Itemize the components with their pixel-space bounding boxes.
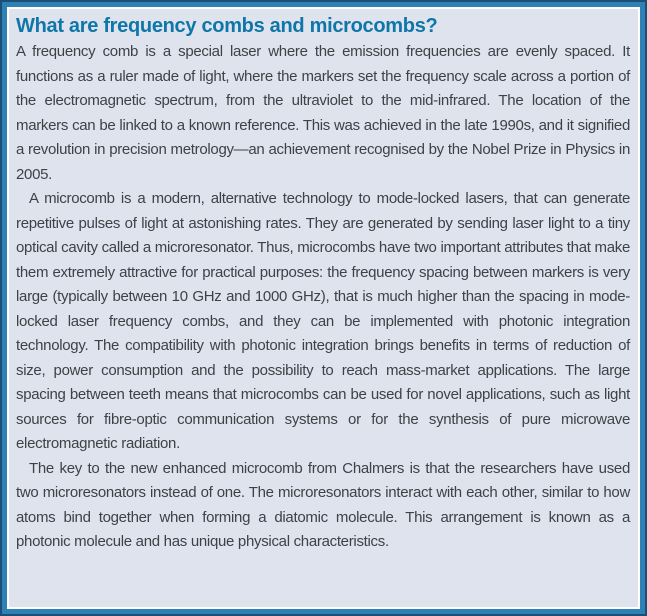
info-box-inner-frame — [7, 7, 640, 609]
paragraph-chalmers-photonic-molecule: The key to the new enhanced microcomb from Chalmers is that the researchers have used two microresonators instead of one. The microresonators interact with each other, similar to how atoms bind together when forming a diatomic molecule. This arrangement is known as a photonic molecule and has unique physical characteristics. — [16, 459, 630, 550]
info-box-content — [9, 9, 638, 607]
paragraph-frequency-comb: A frequency comb is a special laser where the emission frequencies are evenly spaced. It functions as a ruler made of light, where the markers set the frequency scale across a portion of the electromagnetic spectrum, from the ultraviolet to the mid-infrared. The location of the markers can be linked to a known reference. This was achieved in the late 1990s, and it signified a revolution in precision metrology—an achievement recognised by the Nobel Prize in Physics in 2005. — [16, 43, 630, 183]
paragraph-microcomb: A microcomb is a modern, alternative technology to mode-locked lasers, that can generate repetitive pulses of light at astonishing rates. They are generated by sending laser light to a tiny optical cavity called a microresonator. Thus, microcombs have two important attributes that make them extremely attractive for practical purposes: the frequency spacing between markers is very large (typically between 10 GHz and 1000 GHz), that is much higher than the spacing in mode-locked laser frequency combs, and they can be implemented with photonic integration technology. The compatibility with photonic integration brings benefits in terms of reduction of size, power consumption and the possibility to reach mass-market applications. The large spacing between teeth means that microcombs can be used for novel applications, such as light sources for fibre-optic communication systems or for the synthesis of pure microwave electromagnetic radiation. — [16, 190, 630, 452]
box-title: What are frequency combs and microcombs? — [16, 15, 438, 37]
